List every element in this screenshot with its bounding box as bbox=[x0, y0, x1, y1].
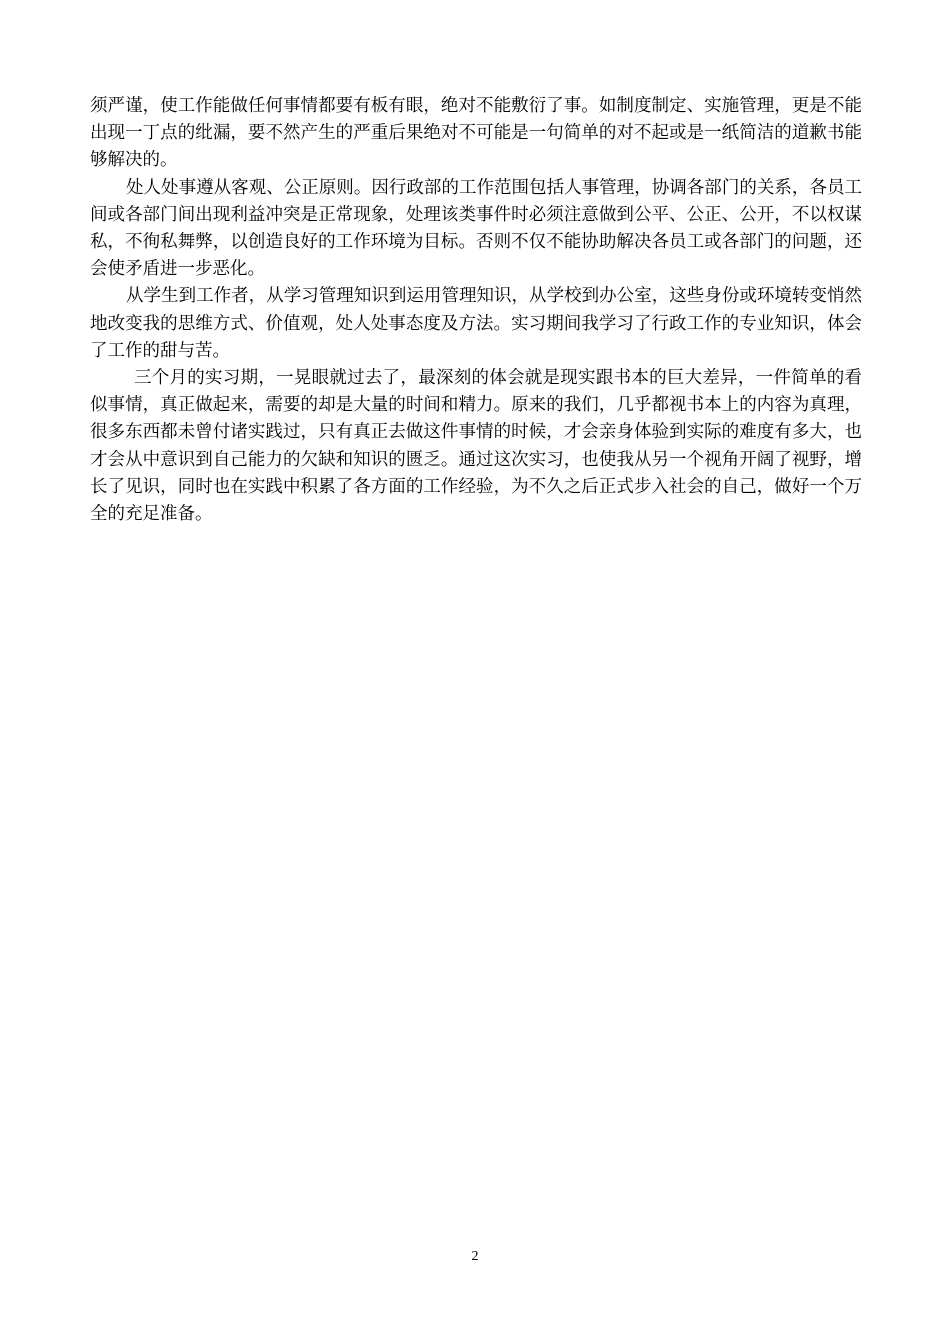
paragraph-transition: 从学生到工作者，从学习管理知识到运用管理知识，从学校到办公室，这些身份或环境转变悄然地改变我的思维方式、价值观，处人处事态度及方法。实习期间我学习了行政工作的专业知识，体会了工作的甜与苦。 bbox=[90, 286, 862, 361]
paragraph-conclusion: 三个月的实习期，一晃眼就过去了，最深刻的体会就是现实跟书本的巨大差异，一件简单的看似事情，真正做起来，需要的却是大量的时间和精力。原来的我们，几乎都视书本上的内容为真理，很多东西都未曾付诸实践过，只有真正去做这件事情的时候，才会亲身体验到实际的难度有多大，也才会从中意识到自己能力的欠缺和知识的匮乏。通过这次实习，也使我从另一个视角开阔了视野，增长了见识，同时也在实践中积累了各方面的工作经验，为不久之后正式步入社会的自己，做好一个万全的充足准备。 bbox=[90, 368, 862, 525]
paragraph-continued: 须严谨，使工作能做任何事情都要有板有眼，绝对不能敷衍了事。如制度制定、实施管理，更是不能出现一丁点的纰漏，要不然产生的严重后果绝对不可能是一句简单的对不起或是一纸简洁的道歉书能够解决的。 bbox=[90, 96, 862, 171]
document-body bbox=[90, 93, 862, 528]
page-number: 2 bbox=[471, 1249, 479, 1264]
paragraph-principles: 处人处事遵从客观、公正原则。因行政部的工作范围包括人事管理，协调各部门的关系，各员工间或各部门间出现利益冲突是正常现象，处理该类事件时必须注意做到公平、公正、公开，不以权谋私，不徇私舞弊，以创造良好的工作环境为目标。否则不仅不能协助解决各员工或各部门的问题，还会使矛盾进一步恶化。 bbox=[90, 177, 862, 280]
